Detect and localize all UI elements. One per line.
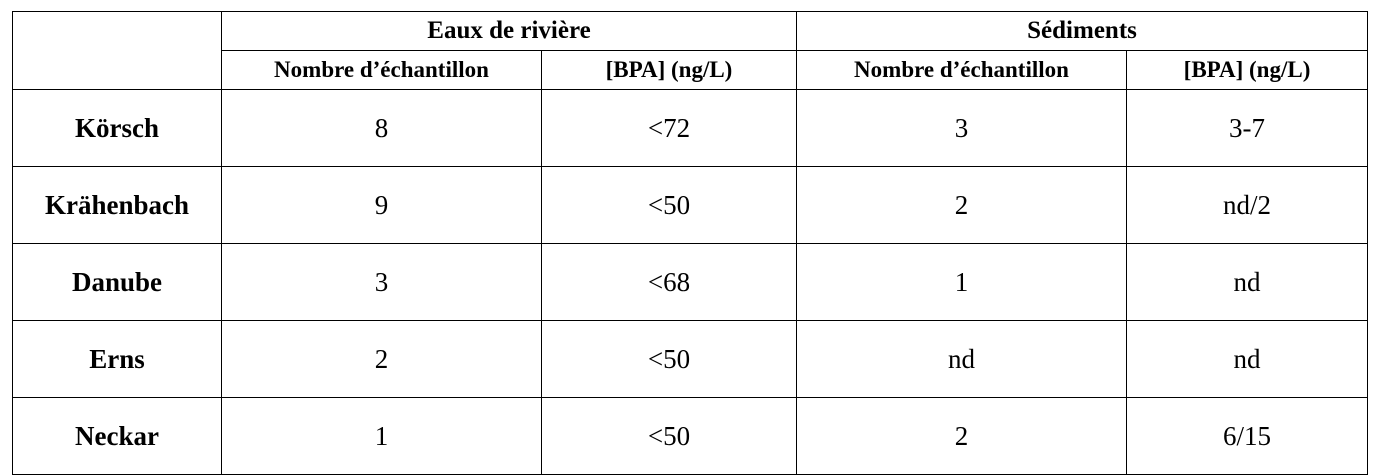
table-cell: 1 — [222, 398, 542, 475]
table-cell: 3 — [222, 244, 542, 321]
bpa-table — [12, 11, 1368, 475]
table-cell: nd/2 — [1127, 167, 1368, 244]
table-cell: 3-7 — [1127, 90, 1368, 167]
table-cell: 2 — [797, 167, 1127, 244]
table-cell: 2 — [797, 398, 1127, 475]
table-cell: <50 — [542, 398, 797, 475]
table-cell: nd — [1127, 321, 1368, 398]
table-cell: 8 — [222, 90, 542, 167]
river-name: Krähenbach — [13, 167, 222, 244]
sub-header-sample-count: Nombre d’échantillon — [797, 51, 1127, 90]
table-cell: <50 — [542, 321, 797, 398]
table-cell: 9 — [222, 167, 542, 244]
table-row — [13, 398, 1368, 475]
sub-header-sample-count: Nombre d’échantillon — [222, 51, 542, 90]
table-cell: 2 — [222, 321, 542, 398]
table-row — [13, 167, 1368, 244]
river-name: Körsch — [13, 90, 222, 167]
table-cell: <50 — [542, 167, 797, 244]
table-row — [13, 90, 1368, 167]
group-header-sediments: Sédiments — [797, 12, 1368, 51]
sub-header-bpa-concentration: [BPA] (ng/L) — [542, 51, 797, 90]
table-row — [13, 321, 1368, 398]
sub-header-bpa-concentration: [BPA] (ng/L) — [1127, 51, 1368, 90]
corner-cell — [13, 12, 222, 90]
table-cell: <72 — [542, 90, 797, 167]
river-name: Erns — [13, 321, 222, 398]
table-cell: nd — [1127, 244, 1368, 321]
table-row — [13, 244, 1368, 321]
river-name: Neckar — [13, 398, 222, 475]
table-cell: 1 — [797, 244, 1127, 321]
group-header-river-water: Eaux de rivière — [222, 12, 797, 51]
table-cell: nd — [797, 321, 1127, 398]
river-name: Danube — [13, 244, 222, 321]
group-header-row — [13, 12, 1368, 51]
table-cell: <68 — [542, 244, 797, 321]
table-cell: 6/15 — [1127, 398, 1368, 475]
table-cell: 3 — [797, 90, 1127, 167]
